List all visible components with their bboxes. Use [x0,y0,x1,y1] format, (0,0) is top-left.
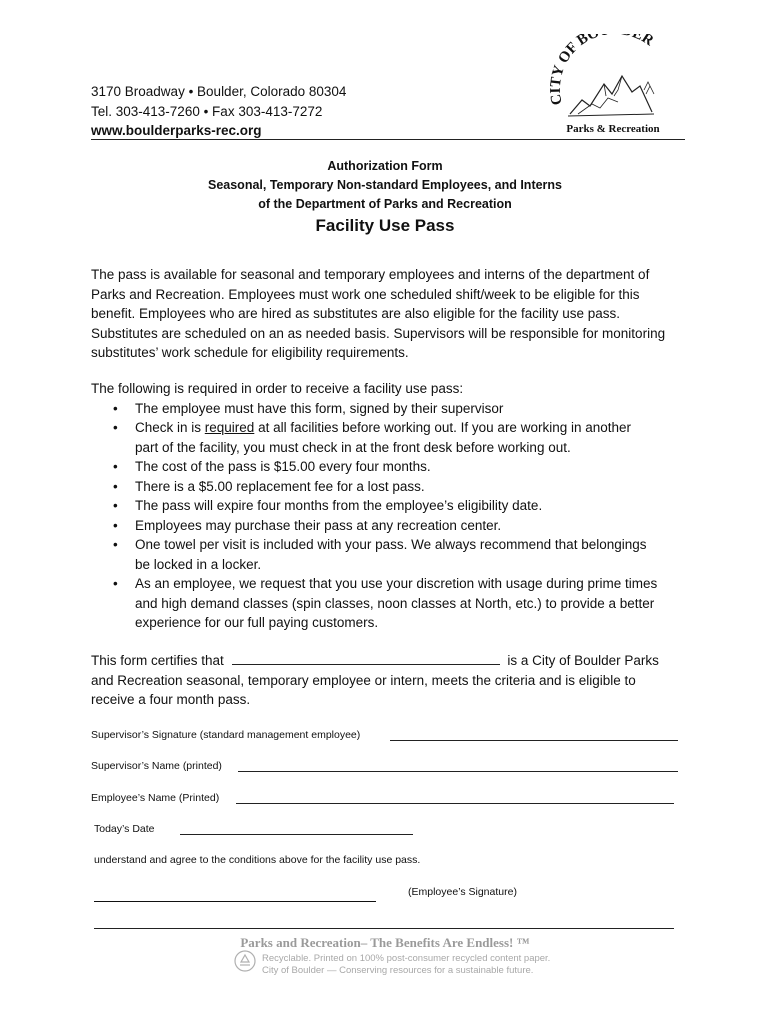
footer-divider [94,928,674,929]
certification-paragraph [91,651,691,710]
supervisor-signature-label: Supervisor’s Signature (standard management employee) [91,729,361,741]
certify-text: is a City of Boulder Parks [507,653,659,668]
list-item [91,574,691,633]
list-item [91,477,691,497]
header-divider [91,139,685,140]
intro-line: Substitutes are scheduled on an as needed basis. Supervisors will be responsible for monitoring [91,325,666,341]
requirements-list [91,399,691,633]
city-of-boulder-logo [548,34,678,138]
website-link[interactable]: www.boulderparks-rec.org [91,123,262,138]
recycle-line: City of Boulder — Conserving resources for a sustainable future. [262,965,534,976]
supervisor-name-field[interactable] [238,771,678,772]
list-item-text: The employee must have this form, signed by their supervisor [135,400,504,416]
employee-name-blank-input[interactable] [232,652,500,665]
form-header [0,157,770,214]
employee-signature-field[interactable] [94,901,376,902]
intro-line: The pass is available for seasonal and temporary employees and interns of the department of [91,267,650,282]
certify-text: and Recreation seasonal, temporary employee or intern, meets the criteria and is eligible to [91,672,636,688]
list-item [91,516,691,536]
todays-date-label: Today’s Date [94,823,155,835]
address-block [91,82,346,141]
intro-line: substitutes’ work schedule for eligibility requirements. [91,345,409,360]
list-item-text: The cost of the pass is $15.00 every four months. [135,459,431,474]
list-item-text: The pass will expire four months from the employee’s eligibility date. [135,498,543,513]
certify-text: receive a four month pass. [91,692,251,707]
list-item-text: One towel per visit is included with your pass. We always recommend that belongings [135,537,647,552]
todays-date-field[interactable] [180,834,413,835]
form-type: Authorization Form [327,159,443,173]
list-item [91,399,691,419]
requirements-lead: The following is required in order to receive a facility use pass: [91,381,464,396]
list-item [91,496,691,516]
svg-text:CITY OF BOULDER [548,34,657,106]
recycle-icon [234,950,256,972]
list-item-text: and high demand classes (spin classes, noon classes at North, etc.) to provide a better [135,595,655,611]
logo-department: Parks & Recreation [566,123,660,135]
list-item-text: Check in is [135,420,205,435]
intro-line: benefit. Employees who are hired as substitutes are also eligible for the facility use pass. [91,306,621,321]
logo-arc-text: CITY OF BO ER [548,34,657,107]
footer-slogan: Parks and Recreation– The Benefits Are Endless! ™ [240,935,530,950]
recycle-notice [262,953,550,977]
requirements-section [91,379,691,633]
employee-signature-label: (Employee’s Signature) [408,886,517,898]
phone-fax: Tel. 303-413-7260 • Fax 303-413-7272 [91,103,323,119]
certify-text: This form certifies that [91,653,224,668]
list-item [91,418,691,457]
recycle-line: Recyclable. Printed on 100% post-consumer recycled content paper. [262,953,551,964]
employee-name-label: Employee’s Name (Printed) [91,792,220,804]
list-item [91,535,691,574]
mountain-silhouette-icon [568,76,654,116]
page-title: Facility Use Pass [315,216,455,235]
required-emphasis: required [204,420,255,435]
list-item-text: Employees may purchase their pass at any recreation center. [135,517,502,533]
list-item [91,457,691,477]
list-item-text: As an employee, we request that you use your discretion with usage during prime times [135,576,658,591]
form-department: of the Department of Parks and Recreation [258,197,512,211]
list-item-text: part of the facility, you must check in at the front desk before working out. [135,439,571,455]
list-item-text: There is a $5.00 replacement fee for a lost pass. [135,478,425,494]
intro-paragraph [91,265,691,363]
agreement-statement: understand and agree to the conditions above for the facility use pass. [94,854,421,866]
form-audience: Seasonal, Temporary Non-standard Employees, and Interns [207,178,563,192]
employee-name-field[interactable] [236,803,674,804]
supervisor-signature-field[interactable] [390,740,678,741]
street-address: 3170 Broadway • Boulder, Colorado 80304 [91,84,347,99]
intro-line: Parks and Recreation. Employees must work one scheduled shift/week to be eligible for this [91,286,640,302]
list-item-text: at all facilities before working out. If you are working in another [254,420,632,435]
list-item-text: experience for our full paying customers. [135,615,379,630]
list-item-text: be locked in a locker. [135,556,262,572]
supervisor-name-label: Supervisor’s Name (printed) [91,760,222,772]
